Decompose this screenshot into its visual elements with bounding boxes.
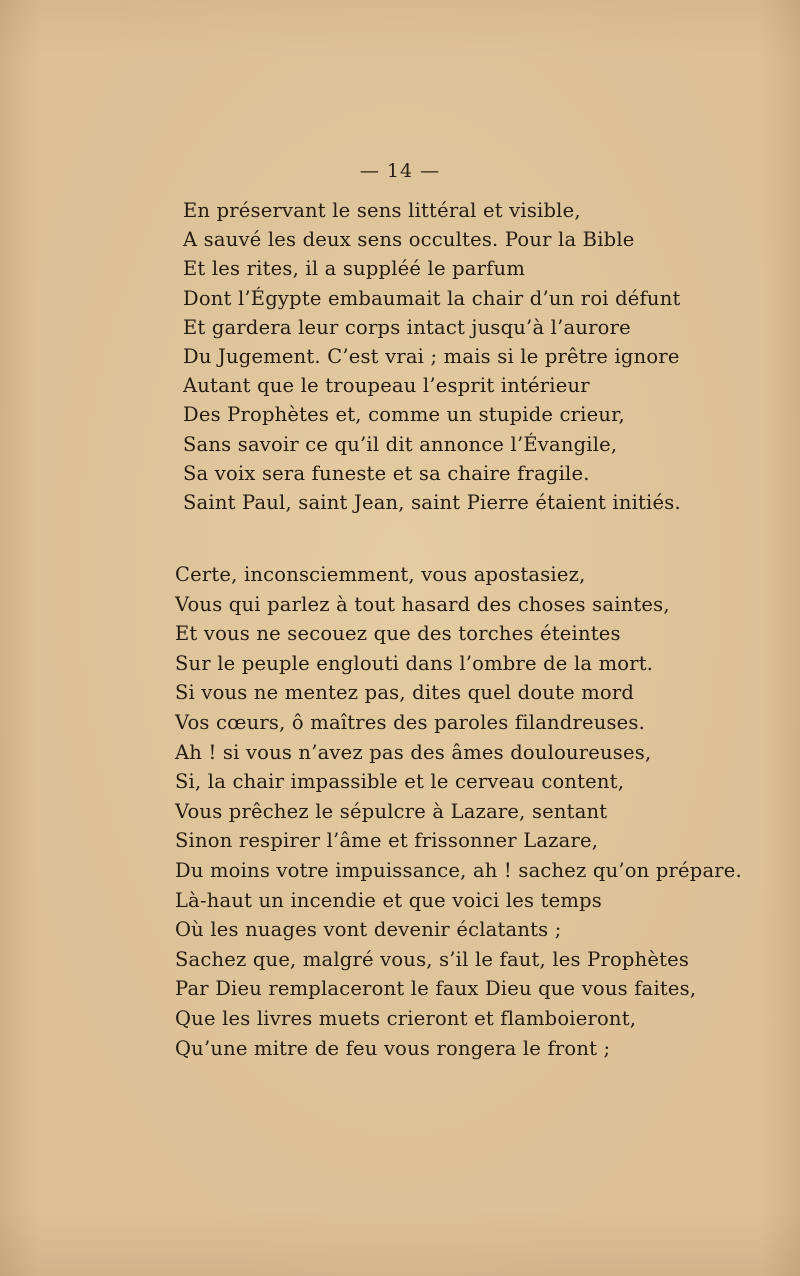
verse-line: Certe, inconsciemment, vous apostasiez, [175,563,586,586]
verse-line: Vous qui parlez à tout hasard des choses saintes, [175,592,670,616]
verse-line: Si vous ne mentez pas, dites quel doute mord [175,681,635,705]
verse-line: Ah ! si vous n’avez pas des âmes douloureuses, [175,740,652,764]
verse-line: Et vous ne secouez que des torches éteintes [175,622,621,646]
verse-line: Que les livres muets crieront et flamboieront, [175,1006,637,1030]
verse-line: Sachez que, malgré vous, s’il le faut, les Prophètes [175,947,690,971]
verse-line: Autant que le troupeau l’esprit intérieur [183,374,590,398]
stanza-1 [183,196,681,517]
verse-line: Où les nuages vont devenir éclatants ; [175,918,562,942]
verse-line: Du Jugement. C’est vrai ; mais si le prêtre ignore [183,344,680,368]
verse-line: Et les rites, il a suppléé le parfum [183,257,526,281]
verse-line: Sa voix sera funeste et sa chaire fragile. [183,461,590,485]
verse-line: Par Dieu remplaceront le faux Dieu que vous faites, [175,977,697,1001]
verse-line: A sauvé les deux sens occultes. Pour la Bible [183,228,635,252]
stanza-2 [175,560,742,1063]
verse-line: En préservant le sens littéral et visible, [183,199,581,222]
verse-line: Et gardera leur corps intact jusqu’à l’aurore [183,315,631,339]
verse-line: Sans savoir ce qu’il dit annonce l’Évangile, [183,432,618,456]
verse-line: Sur le peuple englouti dans l’ombre de la mort. [175,651,654,675]
verse-line: Si, la chair impassible et le cerveau content, [175,770,625,794]
verse-line: Vos cœurs, ô maîtres des paroles filandreuses. [175,710,646,734]
verse-line: Saint Paul, saint Jean, saint Pierre étaient initiés. [183,490,681,514]
verse-line: Vous prêchez le sépulcre à Lazare, sentant [175,799,608,823]
page-number: — 14 — [359,160,441,182]
verse-line: Des Prophètes et, comme un stupide crieur, [183,403,625,427]
verse-line: Dont l’Égypte embaumait la chair d’un roi défunt [183,286,681,310]
verse-line: Sinon respirer l’âme et frissonner Lazare, [175,829,599,853]
verse-line: Du moins votre impuissance, ah ! sachez qu’on prépare. [175,858,742,882]
verse-line: Qu’une mitre de feu vous rongera le front ; [175,1036,611,1060]
verse-line: Là-haut un incendie et que voici les temps [175,888,602,912]
